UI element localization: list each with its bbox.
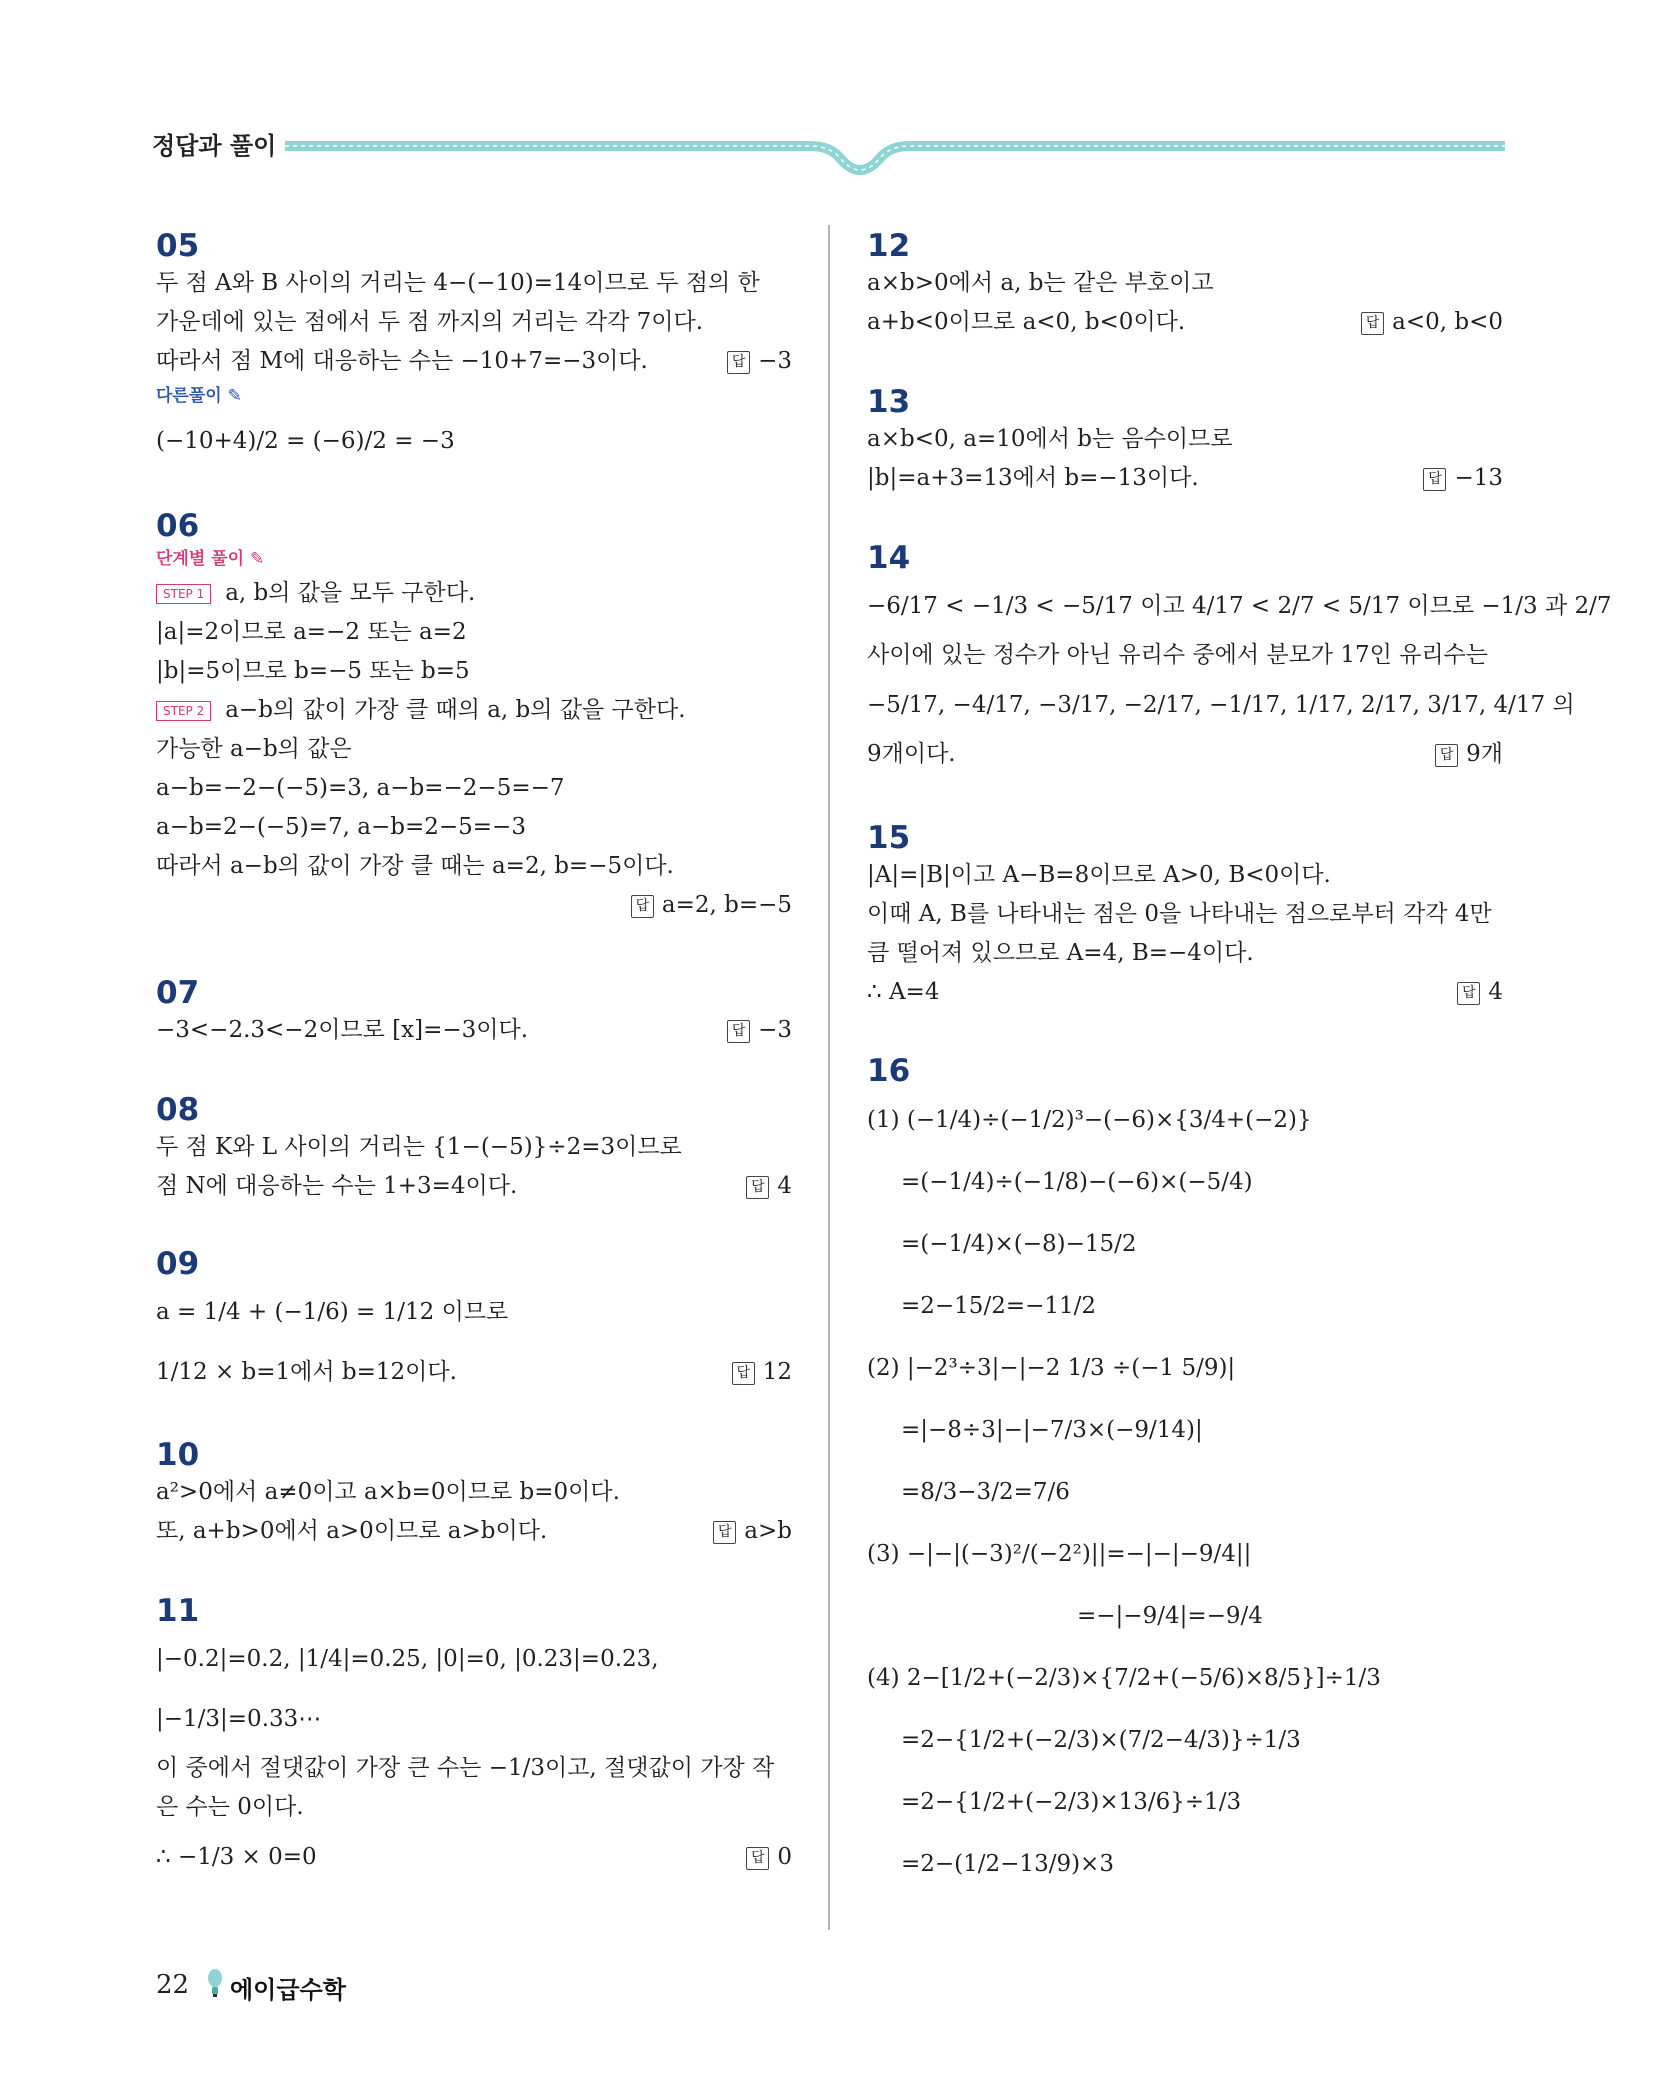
solution-line — [867, 973, 1503, 1012]
problem-number: 10 — [156, 1437, 200, 1473]
step-badge: STEP 2 — [156, 701, 211, 721]
solution-line — [156, 342, 792, 381]
solution-line: a−b=−2−(−5)=3, a−b=−2−5=−7 — [156, 775, 565, 801]
solution-line — [156, 1512, 792, 1551]
answer — [1435, 735, 1503, 774]
answer-mark-icon: 답 — [732, 1362, 755, 1385]
solution-text: ∴ −1/3 × 0=0 — [156, 1844, 317, 1870]
step-solution-heading — [156, 544, 792, 574]
solution-text: 또, a+b>0에서 a>0이므로 a>b이다. — [156, 1518, 548, 1544]
answer — [1457, 973, 1503, 1012]
solution-line: 가능한 a−b의 값은 — [156, 736, 352, 762]
solution-text: 9개이다. — [867, 741, 956, 767]
problem-13 — [867, 384, 1503, 498]
answer-value: 12 — [762, 1359, 792, 1385]
answer — [727, 1011, 792, 1050]
answer-mark-icon: 답 — [631, 895, 654, 918]
step-line — [156, 574, 792, 613]
solution-line: −6/17 < −1/3 < −5/17 이고 4/17 < 2/7 < 5/17 이므로 −1/3 과 2/7 — [867, 593, 1612, 619]
solution-line — [156, 1167, 792, 1206]
answer — [727, 342, 792, 381]
solution-text: |b|=a+3=13에서 b=−13이다. — [867, 465, 1199, 491]
answer — [1423, 459, 1503, 498]
calc-line: =(−1/4)×(−8)−15/2 — [901, 1231, 1137, 1257]
solution-line: |−0.2|=0.2, |1/4|=0.25, |0|=0, |0.23|=0.23, — [156, 1646, 659, 1672]
problem-number: 15 — [867, 820, 911, 856]
problem-number: 12 — [867, 228, 911, 264]
lightbulb-icon — [206, 1968, 224, 1998]
problem-number: 11 — [156, 1593, 200, 1629]
problem-16 — [867, 1053, 1503, 1895]
solution-line — [156, 1342, 792, 1402]
answer-value: a=2, b=−5 — [661, 892, 792, 918]
problem-number: 14 — [867, 540, 911, 576]
calc-line: (3) −|−|(−3)²/(−2²)||=−|−|−9/4|| — [867, 1541, 1252, 1567]
problem-08 — [156, 1092, 792, 1206]
solution-line: 은 수는 0이다. — [156, 1794, 304, 1820]
solution-line: 이 중에서 절댓값이 가장 큰 수는 −1/3이고, 절댓값이 가장 작 — [156, 1755, 775, 1781]
solution-line: 두 점 A와 B 사이의 거리는 4−(−10)=14이므로 두 점의 한 — [156, 270, 760, 296]
solution-text: −3<−2.3<−2이므로 [x]=−3이다. — [156, 1017, 529, 1043]
answer-mark-icon: 답 — [727, 351, 750, 374]
calc-line: (2) |−2³÷3|−|−2 1/3 ÷(−1 5/9)| — [867, 1355, 1236, 1381]
answer — [631, 886, 792, 925]
brand-logo: 에이급수학 — [230, 1976, 346, 2004]
problem-05 — [156, 228, 792, 471]
answer-value: a>b — [744, 1518, 792, 1544]
alt-solution-label: 다른풀이 — [156, 386, 222, 406]
answer-value: 4 — [777, 1173, 792, 1199]
solution-text: a+b<0이므로 a<0, b<0이다. — [867, 309, 1186, 335]
answer — [746, 1167, 792, 1206]
solution-line: a−b=2−(−5)=7, a−b=2−5=−3 — [156, 814, 526, 840]
answer-mark-icon: 답 — [746, 1176, 769, 1199]
problem-15 — [867, 820, 1503, 1012]
solution-line: |−1/3|=0.33⋯ — [156, 1706, 322, 1732]
answer-value: 0 — [777, 1844, 792, 1870]
solution-line: |A|=|B|이고 A−B=8이므로 A>0, B<0이다. — [867, 862, 1331, 888]
problem-10 — [156, 1437, 792, 1551]
solution-line — [867, 459, 1503, 498]
answer-value: 4 — [1488, 979, 1503, 1005]
solution-text: ∴ A=4 — [867, 979, 940, 1005]
calc-line: =|−8÷3|−|−7/3×(−9/14)| — [901, 1417, 1203, 1443]
answer-value: −3 — [758, 348, 792, 374]
answer — [732, 1342, 792, 1402]
calc-line: =−|−9/4|=−9/4 — [1077, 1603, 1263, 1629]
problem-07 — [156, 975, 792, 1050]
solution-line: 가운데에 있는 점에서 두 점 까지의 거리는 각각 7이다. — [156, 309, 704, 335]
solution-line: 이때 A, B를 나타내는 점은 0을 나타내는 점으로부터 각각 4만 — [867, 901, 1492, 927]
calc-line: (4) 2−[1/2+(−2/3)×{7/2+(−5/6)×8/5}]÷1/3 — [867, 1665, 1381, 1691]
solution-text: 점 N에 대응하는 수는 1+3=4이다. — [156, 1173, 518, 1199]
calc-line: =(−1/4)÷(−1/8)−(−6)×(−5/4) — [901, 1169, 1253, 1195]
solution-line: a×b>0에서 a, b는 같은 부호이고 — [867, 270, 1214, 296]
problem-12 — [867, 228, 1503, 342]
problem-number: 05 — [156, 228, 200, 264]
answer-value: −13 — [1454, 465, 1503, 491]
solution-line: |a|=2이므로 a=−2 또는 a=2 — [156, 619, 467, 645]
problem-number: 13 — [867, 384, 911, 420]
calc-line: =8/3−3/2=7/6 — [901, 1479, 1070, 1505]
calc-line: =2−{1/2+(−2/3)×(7/2−4/3)}÷1/3 — [901, 1727, 1301, 1753]
page-number: 22 — [156, 1970, 190, 2000]
answer — [746, 1827, 792, 1887]
solution-line: a = 1/4 + (−1/6) = 1/12 이므로 — [156, 1299, 509, 1325]
answer-mark-icon: 답 — [1361, 312, 1384, 335]
answer-mark-icon: 답 — [1457, 982, 1480, 1005]
column-divider — [828, 225, 830, 1930]
step-line — [156, 691, 792, 730]
header-decorative-line — [285, 128, 1505, 178]
step-badge: STEP 1 — [156, 584, 211, 604]
step-text: a, b의 값을 모두 구한다. — [225, 580, 476, 606]
step-text: a−b의 값이 가장 클 때의 a, b의 값을 구한다. — [225, 697, 686, 723]
solution-line: 큼 떨어져 있으므로 A=4, B=−4이다. — [867, 940, 1254, 966]
answer-value: −3 — [758, 1017, 792, 1043]
problem-06 — [156, 508, 792, 925]
alt-solution-equation: (−10+4)/2 = (−6)/2 = −3 — [156, 428, 455, 454]
solution-line: 사이에 있는 정수가 아닌 유리수 중에서 분모가 17인 유리수는 — [867, 642, 1488, 668]
solution-line: a×b<0, a=10에서 b는 음수이므로 — [867, 426, 1233, 452]
answer-mark-icon: 답 — [1423, 468, 1446, 491]
answer-line — [156, 886, 792, 925]
answer-mark-icon: 답 — [746, 1847, 769, 1870]
solution-line: 따라서 a−b의 값이 가장 클 때는 a=2, b=−5이다. — [156, 853, 674, 879]
solution-line — [867, 303, 1503, 342]
problem-11 — [156, 1593, 792, 1887]
solution-line — [867, 735, 1503, 774]
calc-line: (1) (−1/4)÷(−1/2)³−(−6)×{3/4+(−2)} — [867, 1107, 1312, 1133]
problem-number: 16 — [867, 1053, 911, 1089]
answer-value: a<0, b<0 — [1392, 309, 1503, 335]
problem-09 — [156, 1246, 792, 1402]
answer — [1361, 303, 1503, 342]
problem-14 — [867, 540, 1612, 774]
problem-number: 06 — [156, 508, 200, 544]
step-solution-label: 단계별 풀이 — [156, 549, 245, 569]
answer-mark-icon: 답 — [1435, 744, 1458, 767]
solution-line: a²>0에서 a≠0이고 a×b=0이므로 b=0이다. — [156, 1479, 620, 1505]
problem-number: 09 — [156, 1246, 200, 1282]
page-header-title: 정답과 풀이 — [152, 132, 277, 160]
alt-solution-heading — [156, 381, 792, 411]
problem-number: 07 — [156, 975, 200, 1011]
solution-line: 두 점 K와 L 사이의 거리는 {1−(−5)}÷2=3이므로 — [156, 1134, 682, 1160]
calc-line: =2−{1/2+(−2/3)×13/6}÷1/3 — [901, 1789, 1242, 1815]
answer-value: 9개 — [1466, 741, 1503, 767]
solution-line — [156, 1011, 792, 1050]
pencil-icon: ✎ — [249, 549, 265, 569]
solution-text: 1/12 × b=1에서 b=12이다. — [156, 1359, 457, 1385]
answer-mark-icon: 답 — [727, 1020, 750, 1043]
solution-line: −5/17, −4/17, −3/17, −2/17, −1/17, 1/17, 2/17, 3/17, 4/17 의 — [867, 692, 1575, 718]
pencil-icon: ✎ — [227, 386, 242, 406]
solution-text: 따라서 점 M에 대응하는 수는 −10+7=−3이다. — [156, 348, 648, 374]
answer — [713, 1512, 792, 1551]
problem-number: 08 — [156, 1092, 200, 1128]
solution-line: |b|=5이므로 b=−5 또는 b=5 — [156, 658, 470, 684]
answer-mark-icon: 답 — [713, 1521, 736, 1544]
calc-line: =2−(1/2−13/9)×3 — [901, 1851, 1114, 1877]
solution-line — [156, 1827, 792, 1887]
calc-line: =2−15/2=−11/2 — [901, 1293, 1097, 1319]
